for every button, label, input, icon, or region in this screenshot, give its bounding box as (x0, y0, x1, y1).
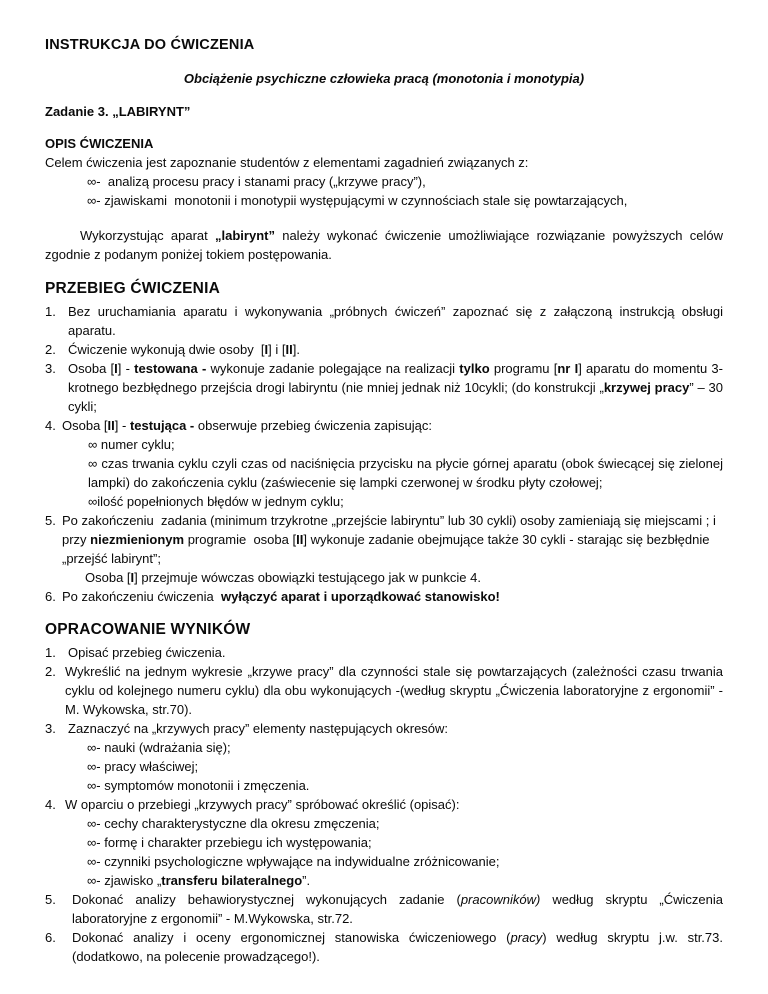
text-run: wykonuje zadanie polegające na realizacji (210, 361, 460, 376)
text-run: ] przejmuje wówczas obowiązki testującego jak w punkcie 4. (134, 570, 481, 585)
text-run: transferu bilateralnego (161, 873, 303, 888)
opracowanie-item-4-bullet-2 (87, 833, 723, 852)
text-run: ]. (292, 342, 300, 357)
text-run: OPIS ĆWICZENIA (45, 136, 154, 151)
text-run: czas trwania cyklu czyli czas od naciśnięcia przycisku na płycie górnej aparatu (obok świecącej się zielonej lampki) do zakończenia cyklu (zaświecenie się lampki czerwonej w środku płyty czołowej; (88, 456, 723, 490)
text-run: należy wykonać ćwiczenie umożliwiające rozwiązanie powyższych celów zgodnie z podanym poniżej tokiem postępowania. (45, 228, 724, 262)
text-run: ] - (117, 361, 135, 376)
text-run: programu [ (489, 361, 558, 376)
list-item-text (72, 928, 723, 966)
text-run: Celem ćwiczenia jest zapoznanie studentów z elementami zagadnień związanych z: (45, 155, 529, 170)
text-run: OPRACOWANIE WYNIKÓW (45, 621, 251, 638)
opracowanie-item-3-bullet-2 (87, 757, 723, 776)
infinity-bullet: ∞- (87, 873, 101, 888)
przebieg-item-5-note (85, 568, 723, 587)
text-run: zjawisko „ (100, 873, 162, 888)
text-run: niezmienionym (90, 532, 185, 547)
text-run: czynniki psychologiczne wpływające na indywidualne zróżnicowanie; (100, 854, 500, 869)
opracowanie-item-4 (45, 795, 723, 814)
opis-intro (45, 153, 723, 172)
list-item-text (68, 643, 723, 662)
doc-title (45, 35, 723, 55)
opracowanie-heading (45, 619, 723, 640)
przebieg-item-4-bullet-1 (88, 435, 723, 454)
przebieg-item-6 (45, 587, 723, 606)
opracowanie-item-5 (45, 890, 723, 928)
opracowanie-item-4-bullet-3 (87, 852, 723, 871)
przebieg-item-2 (45, 340, 723, 359)
text-run: II (107, 418, 115, 433)
task-heading (45, 102, 723, 121)
text-run: wyłączyć aparat i uporządkować stanowisko! (220, 589, 500, 604)
infinity-bullet: ∞- (87, 854, 101, 869)
text-run: PRZEBIEG ĆWICZENIA (45, 280, 220, 297)
infinity-bullet: ∞- (87, 740, 101, 755)
infinity-bullet: ∞- (87, 193, 101, 208)
infinity-bullet: ∞- (87, 835, 101, 850)
text-run: cechy charakterystyczne dla okresu zmęczenia; (100, 816, 380, 831)
list-number: 3. (45, 361, 56, 376)
przebieg-item-4-bullet-3 (88, 492, 723, 511)
text-run: programie osoba [ (184, 532, 297, 547)
list-item-text (65, 662, 723, 719)
text-run: Osoba [ (85, 570, 131, 585)
text-run: Zaznaczyć na „krzywych pracy” elementy następujących okresów: (68, 721, 449, 736)
opis-bullet-1 (87, 172, 723, 191)
list-number: 1. (45, 304, 56, 319)
opracowanie-item-4-bullet-4 (87, 871, 723, 890)
infinity-bullet: ∞ (88, 494, 98, 509)
list-item-text (62, 511, 723, 568)
text-run: I (130, 570, 135, 585)
infinity-bullet: ∞- (87, 816, 101, 831)
text-run: pracowników) (460, 892, 541, 907)
text-run: pracy właściwej; (100, 759, 199, 774)
opracowanie-item-3-bullet-3 (87, 776, 723, 795)
text-run: Wykorzystując aparat (80, 228, 216, 243)
text-run: I (114, 361, 118, 376)
list-number: 4. (45, 418, 56, 433)
text-run: ] aparatu do momentu 3-krotnego bezbłędnego przejścia drogi labiryntu (nie mniej jednak niż 10cykli; (do konstrukcji „ (68, 361, 723, 395)
list-item-text (72, 890, 723, 928)
text-run: krzywej pracy (603, 380, 690, 395)
text-run: Bez uruchamiania aparatu i wykonywania „próbnych ćwiczeń” zapoznać się z załączoną instrukcją obsługi aparatu. (68, 304, 723, 338)
infinity-bullet: ∞ (88, 437, 98, 452)
list-number: 5. (45, 513, 56, 528)
text-run: ] wykonuje zadanie obejmujące także 30 cykli - starając się bezbłędnie „przejść labirynt”; (62, 532, 710, 566)
text-run: pracy (510, 930, 543, 945)
text-run: Osoba [ (68, 361, 115, 376)
text-run: testująca - (129, 418, 198, 433)
text-run: Po zakończeniu ćwiczenia (62, 589, 221, 604)
opis-bullet-2 (87, 191, 723, 210)
text-run: I (264, 342, 269, 357)
przebieg-item-5 (45, 511, 723, 568)
list-number: 4. (45, 797, 56, 812)
opracowanie-item-3 (45, 719, 723, 738)
text-run: symptomów monotonii i zmęczenia. (100, 778, 310, 793)
text-run: Zadanie 3. „LABIRYNT” (45, 104, 191, 119)
infinity-bullet: ∞- (87, 759, 101, 774)
list-item-text (68, 719, 723, 738)
przebieg-item-1 (45, 302, 723, 340)
opracowanie-item-6 (45, 928, 723, 966)
text-run: według skryptu „Ćwiczenia laboratoryjne z ergonomii” - M.Wykowska, str.72. (72, 892, 724, 926)
list-number: 1. (45, 645, 56, 660)
text-run: Osoba [ (62, 418, 108, 433)
text-run: testowana - (134, 361, 211, 376)
list-item-text (62, 587, 723, 606)
text-run: II (296, 532, 304, 547)
text-run: analizą procesu pracy i stanami pracy („krzywe pracy”), (100, 174, 426, 189)
text-run: ” – 30 cykli; (68, 380, 723, 414)
text-run: Ćwiczenie wykonują dwie osoby [ (68, 342, 265, 357)
text-run: tylko (459, 361, 490, 376)
text-run: nauki (wdrażania się); (100, 740, 231, 755)
text-run: INSTRUKCJA DO ĆWICZENIA (45, 37, 255, 53)
text-run: Opisać przebieg ćwiczenia. (68, 645, 226, 660)
opracowanie-item-1 (45, 643, 723, 662)
list-number: 6. (45, 930, 56, 945)
opracowanie-item-2 (45, 662, 723, 719)
text-run: nr I (557, 361, 579, 376)
text-run: ilość popełnionych błędów w jednym cyklu; (97, 494, 344, 509)
list-number: 5. (45, 892, 56, 907)
list-item-text (68, 302, 723, 340)
text-run: formę i charakter przebiegu ich występowania; (100, 835, 372, 850)
doc-subtitle (45, 69, 723, 88)
text-run: zjawiskami monotonii i monotypii występującymi w czynnościach stale się powtarzających, (100, 193, 628, 208)
list-item-text (68, 340, 723, 359)
przebieg-item-3 (45, 359, 723, 416)
text-run: Dokonać analizy i oceny ergonomicznej stanowiska ćwiczeniowego ( (72, 930, 511, 945)
list-number: 6. (45, 589, 56, 604)
list-item-text (62, 416, 723, 435)
przebieg-item-4 (45, 416, 723, 435)
text-run: numer cyklu; (97, 437, 175, 452)
text-run: Dokonać analizy behawiorystycznej wykonujących zadanie ( (72, 892, 461, 907)
text-run: Obciążenie psychiczne człowieka pracą (monotonia i monotypia) (183, 71, 585, 86)
list-number: 3. (45, 721, 56, 736)
przebieg-heading (45, 278, 723, 299)
text-run: Wykreślić na jednym wykresie „krzywe pracy” dla czynności stale się powtarzających (zależności czasu trwania cyklu od kolejnego numeru cyklu) dla obu wykonujących -(według skryptu „Ćwiczenia laboratoryjne z ergonomii” - M. Wykowska, str.70). (65, 664, 723, 717)
text-run: ) według skryptu j.w. str.73. (dodatkowo, na polecenie prowadzącego!). (72, 930, 723, 964)
opis-paragraph (45, 226, 723, 264)
opis-heading (45, 134, 723, 153)
przebieg-item-4-bullet-2 (88, 454, 723, 492)
list-number: 2. (45, 664, 56, 679)
list-item-text (68, 359, 723, 416)
text-run: „labirynt” (215, 228, 275, 243)
text-run: W oparciu o przebiegi „krzywych pracy” spróbować określić (opisać): (65, 797, 460, 812)
infinity-bullet: ∞ (88, 456, 98, 471)
text-run: ”. (302, 873, 311, 888)
infinity-bullet: ∞- (87, 174, 101, 189)
text-run: ] i [ (268, 342, 286, 357)
text-run: obserwuje przebieg ćwiczenia zapisując: (197, 418, 432, 433)
opracowanie-item-3-bullet-1 (87, 738, 723, 757)
text-run: Po zakończeniu zadania (minimum trzykrotne „przejście labiryntu” lub 30 cykli) osoby zamieniają się miejscami ; i przy (62, 513, 716, 547)
infinity-bullet: ∞- (87, 778, 101, 793)
text-run: ] - (114, 418, 130, 433)
opracowanie-item-4-bullet-1 (87, 814, 723, 833)
list-item-text (65, 795, 723, 814)
list-number: 2. (45, 342, 56, 357)
text-run: II (285, 342, 293, 357)
